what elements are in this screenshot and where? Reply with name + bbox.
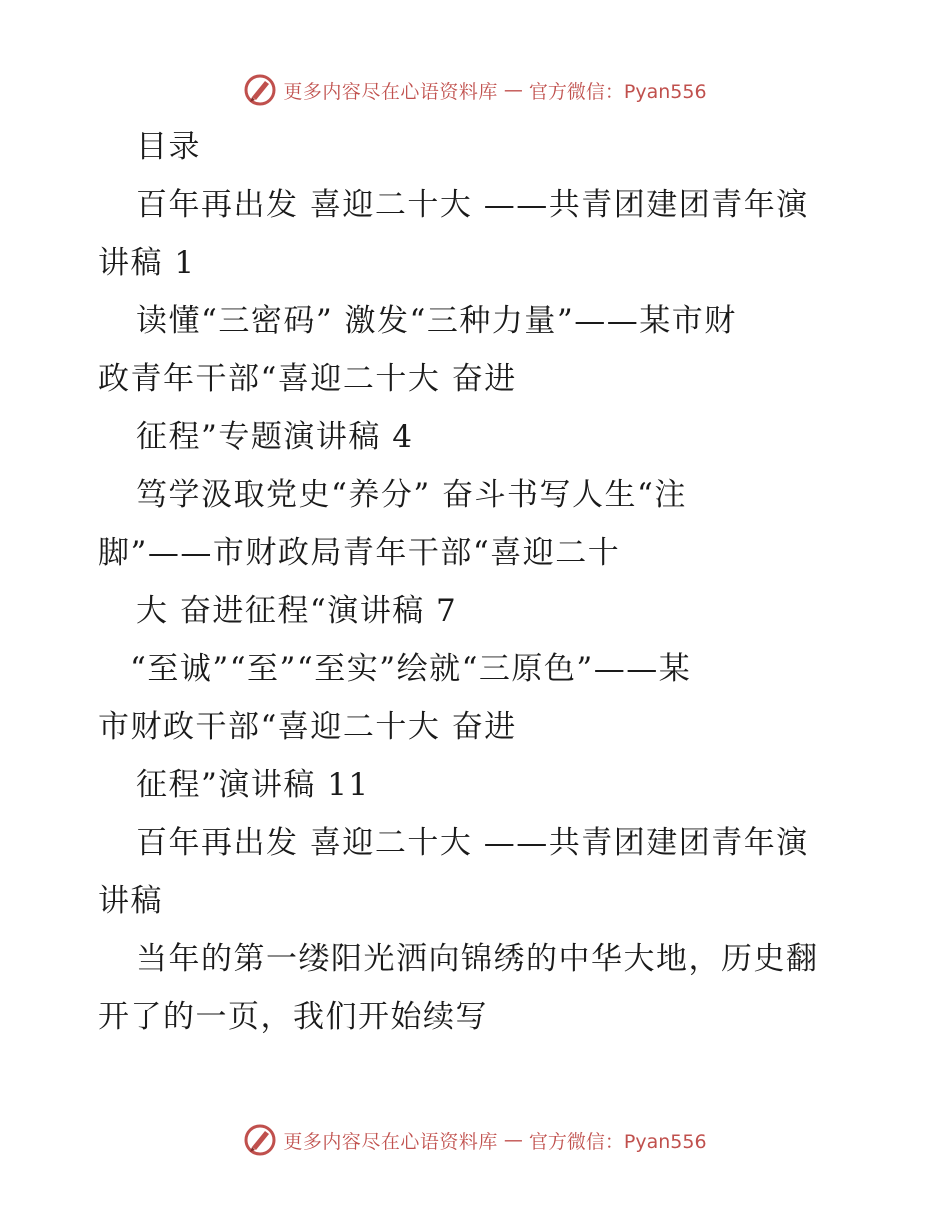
toc-entry-3-line-3: 大 奋进征程“演讲稿 7 <box>136 593 458 629</box>
toc-entry-4-line-3: 征程”演讲稿 11 <box>136 767 370 803</box>
body-paragraph-line-2: 开了的一页，我们开始续写 <box>98 999 488 1035</box>
watermark-site-text: 更多内容尽在心语资料库 <box>283 80 498 103</box>
toc-entry-4-line-2: 市财政干部“喜迎二十大 奋进 <box>98 709 517 745</box>
footer-watermark <box>0 1120 950 1160</box>
toc-entry-3-line-1: 笃学汲取党史“养分” 奋斗书写人生“注 <box>136 477 687 513</box>
toc-entry-3-line-2: 脚”——市财政局青年干部“喜迎二十 <box>98 535 621 571</box>
watermark-contact: 官方微信：Pyan556 <box>528 1130 707 1153</box>
toc-entry-1-line-2: 讲稿 1 <box>98 245 196 281</box>
quill-pen-logo-icon <box>243 1123 277 1157</box>
toc-entry-4-line-1: “至诚”“至”“至实”绘就“三原色”——某 <box>130 651 692 687</box>
toc-entry-2-line-3: 征程”专题演讲稿 4 <box>136 419 414 455</box>
quill-pen-logo-icon <box>243 73 277 107</box>
document-body <box>98 118 858 1046</box>
body-paragraph-line-1: 当年的第一缕阳光洒向锦绣的中华大地，历史翻 <box>136 941 819 977</box>
toc-heading: 目录 <box>136 129 201 165</box>
header-watermark <box>0 70 950 110</box>
watermark-contact: 官方微信：Pyan556 <box>528 80 707 103</box>
watermark-separator: — <box>503 79 523 101</box>
toc-entry-2-line-1: 读懂“三密码” 激发“三种力量”——某市财 <box>136 303 737 339</box>
section-title-line-1: 百年再出发 喜迎二十大 ——共青团建团青年演 <box>136 825 809 861</box>
watermark-site-text: 更多内容尽在心语资料库 <box>283 1130 498 1153</box>
toc-entry-2-line-2: 政青年干部“喜迎二十大 奋进 <box>98 361 517 397</box>
section-title-line-2: 讲稿 <box>98 883 163 919</box>
toc-entry-1-line-1: 百年再出发 喜迎二十大 ——共青团建团青年演 <box>136 187 809 223</box>
watermark-separator: — <box>503 1129 523 1151</box>
